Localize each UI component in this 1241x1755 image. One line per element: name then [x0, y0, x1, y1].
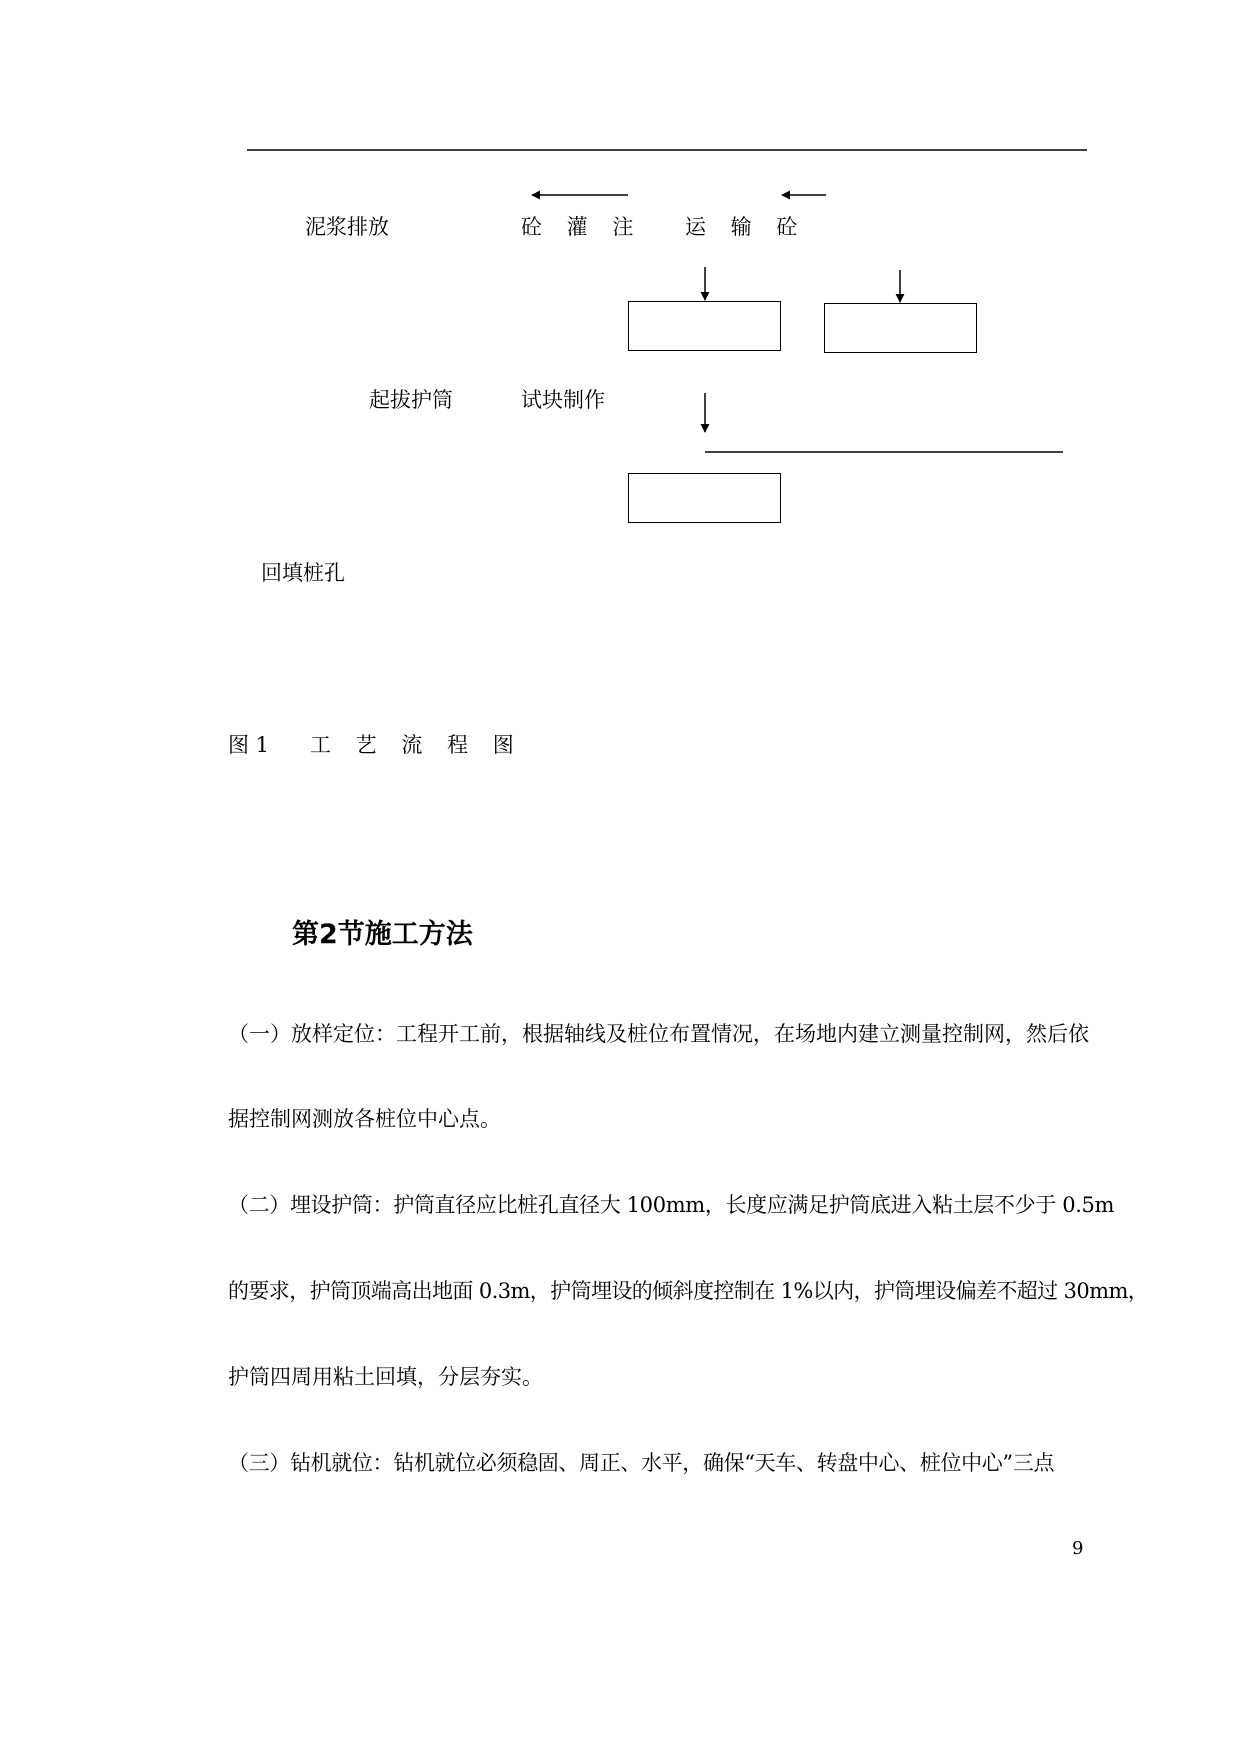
flow-box-1: [628, 301, 781, 351]
label-backfill: 回填桩孔: [261, 561, 345, 585]
label-test-block: 试块制作: [521, 388, 605, 412]
label-transport-concrete: 运 输 砼: [685, 215, 807, 239]
figure-title: 工 艺 流 程 图: [310, 733, 523, 757]
flow-box-3: [628, 473, 781, 523]
paragraph-line-5: 护筒四周用粘土回填，分层夯实。: [228, 1365, 543, 1389]
flow-box-2: [824, 303, 977, 353]
page-number: 9: [1072, 1538, 1084, 1559]
paragraph-line-2: 据控制网测放各桩位中心点。: [228, 1107, 501, 1131]
paragraph-line-6: （三）钻机就位：钻机就位必须稳固、周正、水平，确保“天车、转盘中心、桩位中心”三点: [228, 1451, 1055, 1475]
label-mud-discharge: 泥浆排放: [305, 215, 389, 239]
paragraph-line-4: 的要求，护筒顶端高出地面 0.3m，护筒埋设的倾斜度控制在 1%以内，护筒埋设偏差不超过 30mm，: [228, 1279, 1149, 1303]
label-concrete-pouring: 砼 灌 注: [521, 215, 643, 239]
section-heading: 第2节施工方法: [292, 919, 473, 950]
label-pull-casing: 起拔护筒: [369, 388, 453, 412]
paragraph-line-1: （一）放样定位：工程开工前，根据轴线及桩位布置情况，在场地内建立测量控制网，然后依: [228, 1022, 1089, 1046]
figure-number: 图 1: [228, 733, 270, 757]
paragraph-line-3: （二）埋设护筒：护筒直径应比桩孔直径大 100mm，长度应满足护筒底进入粘土层不少于 0.5m: [228, 1193, 1115, 1217]
